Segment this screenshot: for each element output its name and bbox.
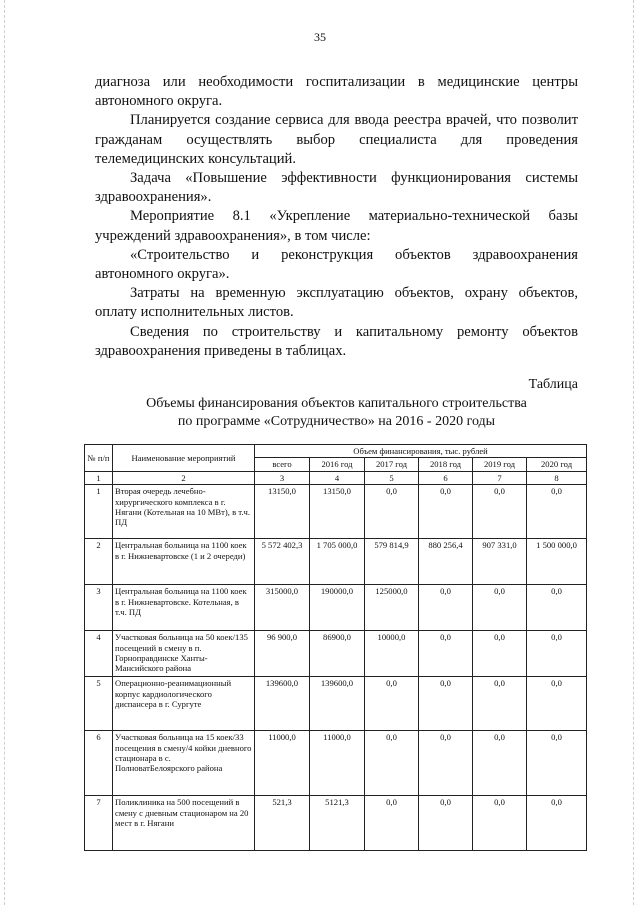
paragraph-7: Сведения по строительству и капитальному ремонту объектов здравоохранения приведены в таблицах. [95,323,578,359]
table-row [85,585,587,631]
row-value: 5 572 402,3 [255,539,310,585]
row-number: 7 [85,796,113,851]
row-name: Участковая больница на 50 коек/135 посещений в смену в п. Горноправдинске Ханты-Мансийского района [113,631,255,677]
row-value: 125000,0 [365,585,419,631]
row-value: 96 900,0 [255,631,310,677]
row-value: 0,0 [527,677,587,731]
scan-edge-left [4,0,5,905]
header-2017: 2017 год [365,458,419,471]
row-value: 0,0 [365,796,419,851]
row-value: 0,0 [527,731,587,796]
row-value: 880 256,4 [419,539,473,585]
table-label: Таблица [528,377,578,393]
financing-table-wrapper [84,444,586,851]
row-value: 0,0 [473,485,527,539]
row-value: 0,0 [473,585,527,631]
row-name: Центральная больница на 1100 коек в г. Нижневартовске. Котельная, в т.ч. ПД [113,585,255,631]
page-number: 35 [314,30,326,44]
row-value: 0,0 [473,631,527,677]
row-value: 0,0 [527,631,587,677]
row-value: 907 331,0 [473,539,527,585]
column-number: 5 [365,471,419,484]
row-name: Центральная больница на 1100 коек в г. Нижневартовске (1 и 2 очереди) [113,539,255,585]
paragraph-1: диагноза или необходимости госпитализации в медицинские центры автономного округа. [95,74,578,110]
row-number: 3 [85,585,113,631]
table-body [85,485,587,851]
header-2020: 2020 год [527,458,587,471]
row-value: 10000,0 [365,631,419,677]
row-value: 0,0 [365,485,419,539]
table-row [85,796,587,851]
body-text [95,73,578,431]
row-number: 4 [85,631,113,677]
table-row [85,731,587,796]
row-value: 521,3 [255,796,310,851]
header-2016: 2016 год [310,458,365,471]
row-value: 0,0 [473,731,527,796]
row-value: 0,0 [473,796,527,851]
header-2018: 2018 год [419,458,473,471]
header-total: всего [255,458,310,471]
row-value: 1 500 000,0 [527,539,587,585]
table-title-line-1: Объемы финансирования объектов капитального строительства [146,396,527,412]
table-row [85,631,587,677]
financing-table [84,444,587,851]
row-value: 0,0 [419,485,473,539]
paragraph-5: «Строительство и реконструкция объектов здравоохранения автономного округа». [95,246,578,283]
column-number: 7 [473,471,527,484]
row-value: 13150,0 [255,485,310,539]
table-row [85,539,587,585]
column-number: 1 [85,471,113,484]
row-name: Операционно-реанимационный корпус кардиологического диспансера в г. Сургуте [113,677,255,731]
row-value: 190000,0 [310,585,365,631]
table-header-row [85,445,587,458]
row-name: Вторая очередь лечебно-хирургического комплекса в г. Нягани (Котельная на 10 МВт), в т.ч. ПД [113,485,255,539]
row-value: 86900,0 [310,631,365,677]
header-name: Наименование мероприятий [113,445,255,472]
row-value: 579 814,9 [365,539,419,585]
row-number: 6 [85,731,113,796]
row-value: 1 705 000,0 [310,539,365,585]
row-name: Поликлиника на 500 посещений в смену с дневным стационаром на 20 мест в г. Нягани [113,796,255,851]
row-value: 139600,0 [255,677,310,731]
table-row [85,485,587,539]
header-financing-group: Объем финансирования, тыс. рублей [255,445,587,458]
column-number: 2 [113,471,255,484]
paragraph-2: Планируется создание сервиса для ввода реестра врачей, что позволит гражданам осуществлять выбор специалиста для проведения телемедицинских консультаций. [95,112,578,167]
row-value: 0,0 [419,677,473,731]
column-number-row [85,471,587,484]
row-value: 0,0 [419,731,473,796]
row-value: 0,0 [419,585,473,631]
row-name: Участковая больница на 15 коек/33 посещения в смену/4 койки дневного стационара в с. ПолноватБелоярского района [113,731,255,796]
row-number: 5 [85,677,113,731]
table-row [85,677,587,731]
column-number: 8 [527,471,587,484]
paragraph-4: Мероприятие 8.1 «Укрепление материально-технической базы учреждений здравоохранения», в том числе: [95,208,578,244]
column-number: 6 [419,471,473,484]
row-value: 139600,0 [310,677,365,731]
row-value: 0,0 [419,631,473,677]
row-value: 0,0 [473,677,527,731]
row-number: 2 [85,539,113,585]
row-value: 5121,3 [310,796,365,851]
paragraph-3: Задача «Повышение эффективности функционирования системы здравоохранения». [95,170,578,206]
row-value: 0,0 [365,731,419,796]
row-number: 1 [85,485,113,539]
row-value: 315000,0 [255,585,310,631]
column-number: 3 [255,471,310,484]
row-value: 13150,0 [310,485,365,539]
header-2019: 2019 год [473,458,527,471]
table-title-line-2: по программе «Сотрудничество» на 2016 - 2020 годы [177,414,496,430]
row-value: 0,0 [365,677,419,731]
paragraph-6: Затраты на временную эксплуатацию объектов, охрану объектов, оплату исполнительных листов. [95,285,578,321]
row-value: 11000,0 [255,731,310,796]
row-value: 0,0 [527,485,587,539]
table-title [95,395,578,431]
header-number: № п/п [85,445,113,472]
row-value: 11000,0 [310,731,365,796]
scan-edge-right [633,0,634,905]
row-value: 0,0 [419,796,473,851]
row-value: 0,0 [527,796,587,851]
column-number: 4 [310,471,365,484]
row-value: 0,0 [527,585,587,631]
